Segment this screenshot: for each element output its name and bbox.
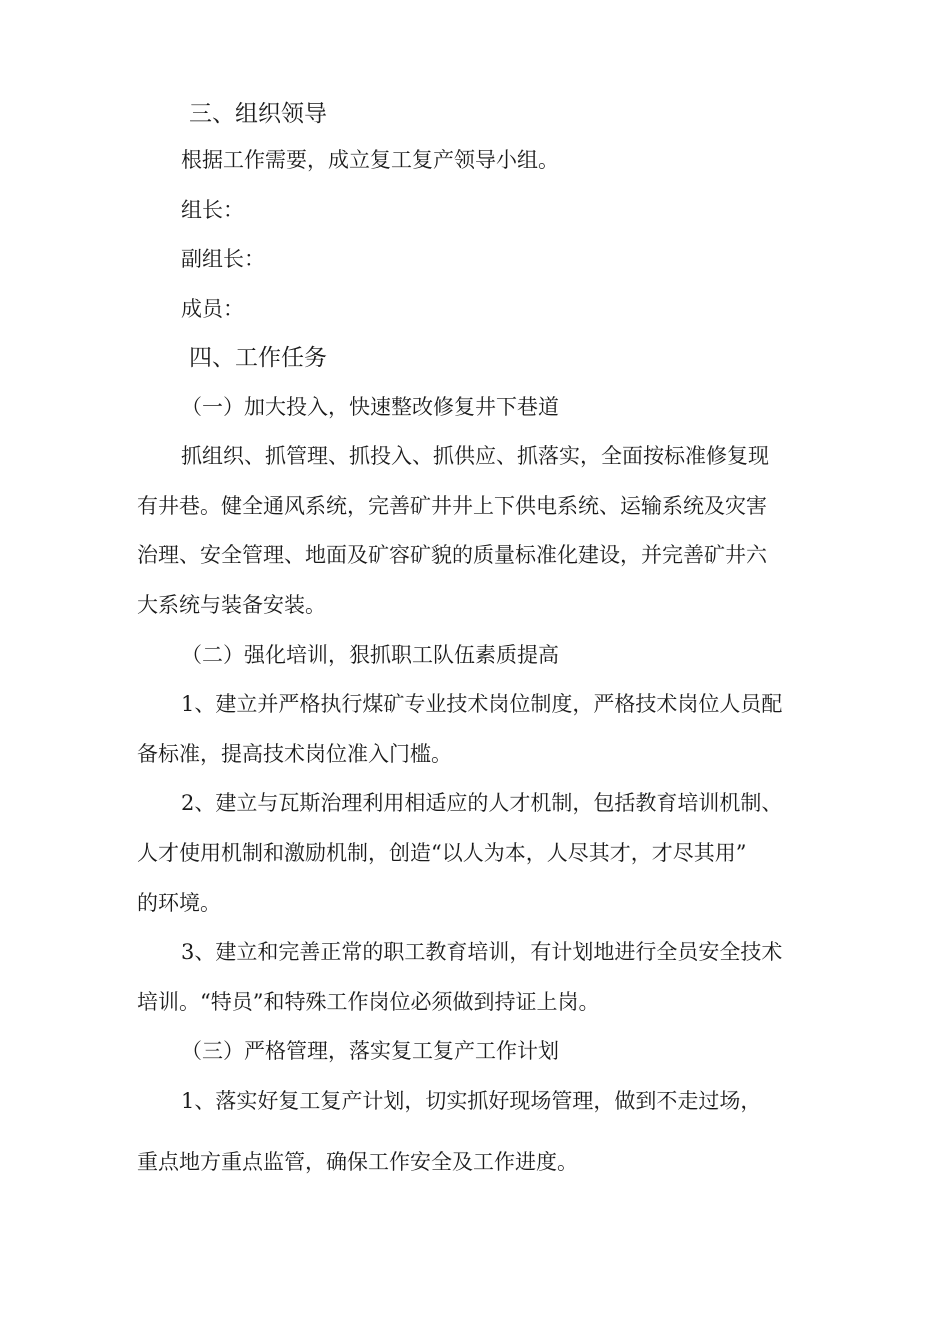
section-heading-4: 四、工作任务 [189, 345, 327, 371]
paragraph-line: 有井巷。健全通风系统，完善矿井井上下供电系统、运输系统及灾害 [137, 494, 767, 518]
section-heading-3: 三、组织领导 [189, 101, 327, 127]
paragraph-line: 抓组织、抓管理、抓投入、抓供应、抓落实，全面按标准修复现 [181, 444, 769, 468]
paragraph-line: 2、建立与瓦斯治理利用相适应的人才机制，包括教育培训机制、 [181, 791, 783, 815]
paragraph-line: 1、建立并严格执行煤矿专业技术岗位制度，严格技术岗位人员配 [181, 692, 783, 716]
paragraph-line: 培训。“特员”和特殊工作岗位必须做到持证上岗。 [137, 990, 600, 1014]
subsection-heading-3: （三）严格管理，落实复工复产工作计划 [181, 1039, 559, 1063]
paragraph-line: 人才使用机制和激励机制，创造“以人为本，人尽其才，才尽其用” [137, 841, 747, 865]
subsection-heading-1: （一）加大投入，快速整改修复井下巷道 [181, 395, 559, 419]
paragraph-line: 根据工作需要，成立复工复产领导小组。 [181, 148, 559, 172]
paragraph-line: 的环境。 [137, 891, 221, 915]
paragraph-line: 大系统与装备安装。 [137, 593, 326, 617]
paragraph-line: 3、建立和完善正常的职工教育培训，有计划地进行全员安全技术 [181, 940, 783, 964]
paragraph-line: 治理、安全管理、地面及矿容矿貌的质量标准化建设，并完善矿井六 [137, 543, 767, 567]
paragraph-line: 重点地方重点监管，确保工作安全及工作进度。 [137, 1150, 578, 1174]
deputy-leader-label: 副组长： [181, 247, 265, 271]
subsection-heading-2: （二）强化培训，狠抓职工队伍素质提高 [181, 643, 559, 667]
paragraph-line: 备标准，提高技术岗位准入门槛。 [137, 742, 452, 766]
team-leader-label: 组长： [181, 198, 244, 222]
members-label: 成员： [181, 297, 244, 321]
paragraph-line: 1、落实好复工复产计划，切实抓好现场管理，做到不走过场， [181, 1089, 762, 1113]
